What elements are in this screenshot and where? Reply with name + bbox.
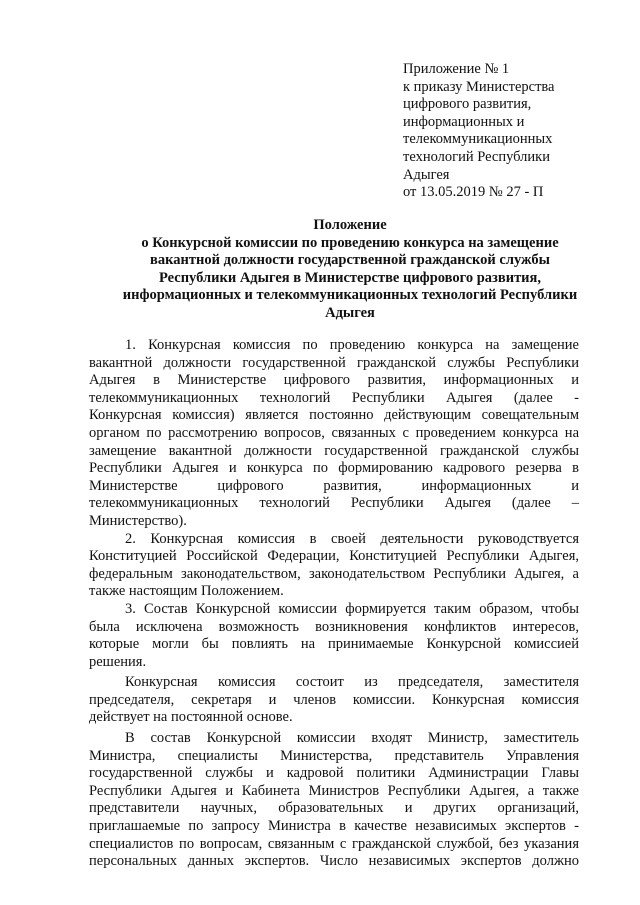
paragraph-line: Министерстве цифрового развития, информационных и: [89, 477, 579, 494]
paragraph-line: 3. Состав Конкурсной комиссии формируется таким образом, чтобы: [125, 600, 579, 617]
paragraph-line: которые могли бы повлиять на принимаемые Конкурсной комиссией: [89, 636, 579, 653]
paragraph-line: решения.: [89, 653, 147, 670]
paragraph-1: [89, 337, 579, 531]
paragraph-line: была исключена возможность возникновения конфликтов интересов,: [89, 618, 579, 635]
paragraph-4: [89, 674, 579, 727]
title-line: Республики Адыгея в Министерстве цифрового развития,: [158, 269, 542, 286]
paragraph-line: представители научных, образовательных и других организаций,: [89, 800, 579, 817]
paragraph-line: приглашаемые по запросу Министра в качестве независимых экспертов -: [89, 818, 579, 835]
paragraph-2: [89, 531, 579, 601]
document-title: [80, 217, 620, 323]
appendix-line: цифрового развития,: [403, 96, 532, 113]
paragraph-line: 1. Конкурсная комиссия по проведению конкурса на замещение: [125, 337, 579, 353]
paragraph-line: телекоммуникационных технологий Республики Адыгея (далее –: [89, 495, 579, 512]
paragraph-line: председателя, секретаря и членов комиссии. Конкурсная комиссия: [89, 691, 579, 708]
paragraph-line: телекоммуникационных технологий Республики Адыгея (далее -: [89, 389, 579, 406]
appendix-block: [403, 61, 603, 202]
title-line: информационных и телекоммуникационных технологий Республики: [122, 287, 578, 304]
appendix-line: к приказу Министерства: [403, 78, 555, 95]
paragraph-line: государственной службы и кадровой политики Администрации Главы: [89, 765, 579, 782]
paragraph-line: Министерство).: [89, 512, 187, 529]
paragraph-line: также настоящим Положением.: [89, 583, 284, 600]
title-line: Положение: [313, 217, 387, 233]
paragraph-line: Министра, специалисты Министерства, представитель Управления: [89, 747, 579, 764]
paragraph-5: [89, 730, 579, 871]
paragraph-line: Республики Адыгея и конкурса по формированию кадрового резерва в: [89, 460, 579, 477]
document-body: [89, 337, 579, 871]
paragraph-line: Конкурсная комиссия состоит из председателя, заместителя: [125, 674, 579, 691]
paragraph-line: Конституцией Российской Федерации, Конституцией Республики Адыгея,: [89, 548, 579, 565]
paragraph-3: [89, 601, 579, 671]
appendix-order-number: от 13.05.2019 № 27 - П: [403, 184, 544, 201]
title-line: Адыгея: [325, 304, 375, 321]
paragraph-line: федеральным законодательством, законодательством Республики Адыгея, а: [89, 565, 579, 582]
paragraph-line: замещение вакантной должности государственной гражданской службы: [89, 442, 579, 459]
paragraph-line: Конкурсная комиссия) является постоянно действующим совещательным: [89, 407, 579, 424]
title-line: о Конкурсной комиссии по проведению конкурса на замещение: [141, 234, 559, 251]
appendix-line: Адыгея: [403, 166, 450, 183]
title-line: вакантной должности государственной гражданской службы: [150, 252, 550, 269]
paragraph-line: Адыгея в Министерстве цифрового развития, информационных и: [89, 372, 579, 389]
appendix-line: технологий Республики: [403, 148, 550, 165]
appendix-line: Приложение № 1: [403, 61, 510, 77]
paragraph-line: действует на постоянной основе.: [89, 709, 293, 726]
paragraph-line: специалистов по вопросам, связанным с гражданской службой, без указания: [89, 835, 579, 852]
paragraph-line: В состав Конкурсной комиссии входят Министр, заместитель: [125, 730, 579, 747]
appendix-line: информационных и: [403, 113, 525, 130]
paragraph-line: 2. Конкурсная комиссия в своей деятельности руководствуется: [125, 530, 579, 547]
paragraph-line: Республики Адыгея и Кабинета Министров Республики Адыгея, а также: [89, 782, 579, 799]
appendix-line: телекоммуникационных: [403, 131, 553, 148]
paragraph-line: органом по рассмотрению вопросов, связанных с проведением конкурса на: [89, 424, 579, 441]
paragraph-line: персональных данных экспертов. Число независимых экспертов должно: [89, 853, 579, 870]
paragraph-line: вакантной должности государственной гражданской службы Республики: [89, 354, 579, 371]
